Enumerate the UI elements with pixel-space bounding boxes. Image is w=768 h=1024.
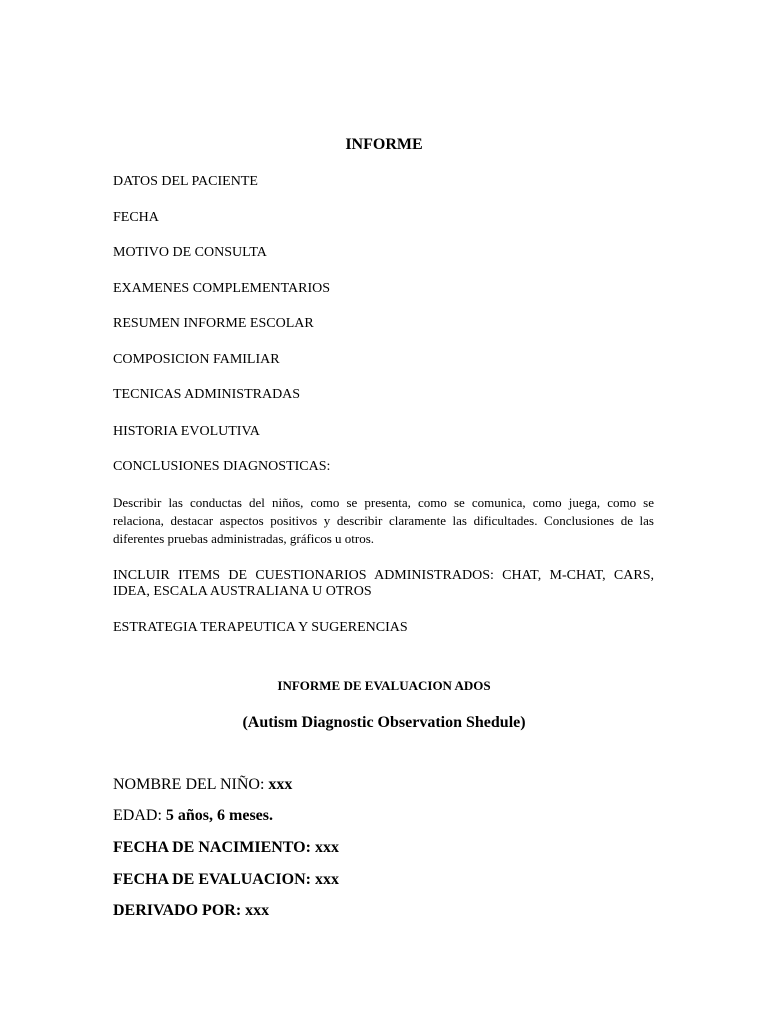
field-label: NOMBRE DEL NIÑO: xyxy=(113,776,265,793)
field-value: xxx xyxy=(245,902,270,919)
section-examenes: EXAMENES COMPLEMENTARIOS xyxy=(113,281,331,296)
section-composicion-familiar: COMPOSICION FAMILIAR xyxy=(113,352,280,367)
questionnaires-paragraph: INCLUIR ITEMS DE CUESTIONARIOS ADMINISTRADOS: CHAT, M-CHAT, CARS, IDEA, ESCALA AUSTRALIANA U OTROS xyxy=(113,568,654,599)
report-title: INFORME xyxy=(345,136,423,153)
field-derivado-por xyxy=(113,901,269,921)
section-estrategia: ESTRATEGIA TERAPEUTICA Y SUGERENCIAS xyxy=(113,620,408,635)
field-edad xyxy=(113,806,273,826)
section-conclusiones: CONCLUSIONES DIAGNOSTICAS: xyxy=(113,459,331,474)
section-datos-paciente: DATOS DEL PACIENTE xyxy=(113,174,258,189)
field-label: FECHA DE EVALUACION: xyxy=(113,871,311,888)
field-value: xxx xyxy=(314,839,339,856)
ados-title: INFORME DE EVALUACION ADOS xyxy=(277,678,491,693)
section-resumen-escolar: RESUMEN INFORME ESCOLAR xyxy=(113,316,314,331)
section-historia-evolutiva: HISTORIA EVOLUTIVA xyxy=(113,424,260,439)
field-value: xxx xyxy=(268,776,293,793)
field-label: EDAD: xyxy=(113,807,162,824)
section-motivo-consulta: MOTIVO DE CONSULTA xyxy=(113,245,267,260)
field-value: 5 años, 6 meses. xyxy=(165,807,273,824)
field-value: xxx xyxy=(314,871,339,888)
section-fecha: FECHA xyxy=(113,210,159,225)
field-nombre xyxy=(113,775,292,795)
field-fecha-nacimiento xyxy=(113,838,339,858)
field-label: DERIVADO POR: xyxy=(113,902,242,919)
field-fecha-evaluacion xyxy=(113,870,339,890)
field-label: FECHA DE NACIMIENTO: xyxy=(113,839,311,856)
conclusions-paragraph: Describir las conductas del niños, como se presenta, como se comunica, como juega, como se relaciona, destacar aspectos positivos y describir claramente las dificultades. Conclusiones de las diferentes pruebas administradas, gráficos u otros. xyxy=(113,495,654,546)
ados-subtitle: (Autism Diagnostic Observation Shedule) xyxy=(242,714,526,731)
section-tecnicas: TECNICAS ADMINISTRADAS xyxy=(113,387,301,402)
